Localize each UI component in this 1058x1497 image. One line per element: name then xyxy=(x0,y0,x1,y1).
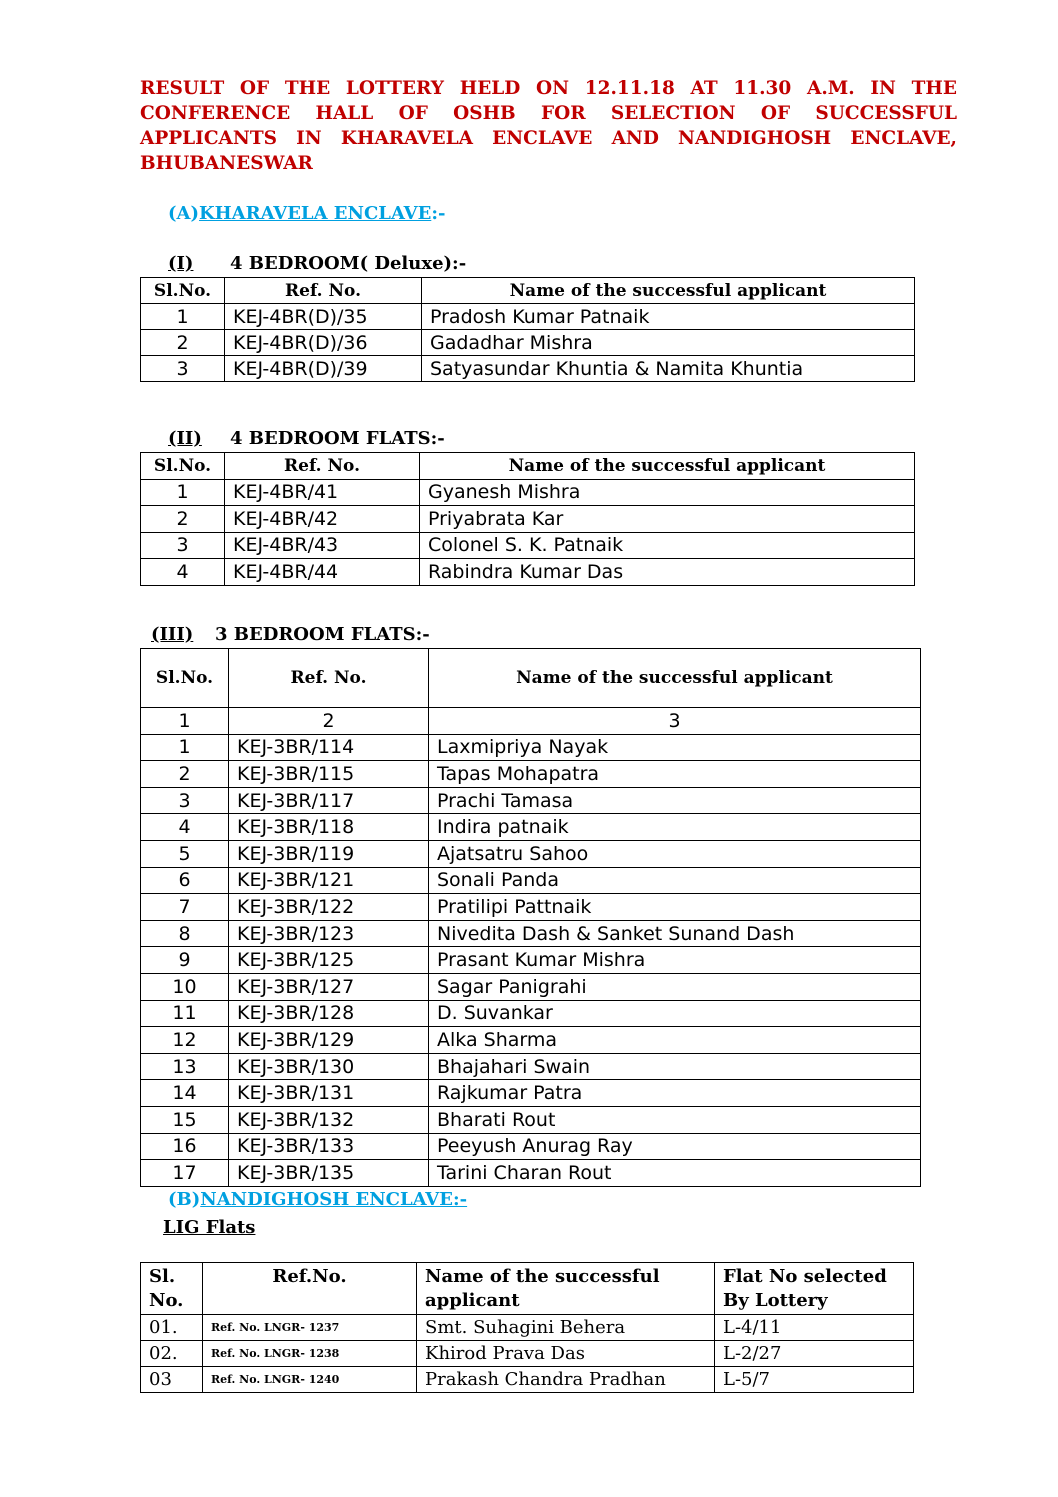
applicant-name-cell: Rabindra Kumar Das xyxy=(420,559,915,586)
table-row xyxy=(141,1080,921,1107)
sl-no-cell: 2 xyxy=(141,506,225,533)
ref-no-cell: KEJ-3BR/128 xyxy=(229,1000,429,1027)
ref-no-cell: KEJ-3BR/123 xyxy=(229,920,429,947)
sl-no-cell: 4 xyxy=(141,814,229,841)
ref-no-cell: KEJ-4BR(D)/39 xyxy=(225,356,422,382)
ref-no-header: Ref. No. xyxy=(229,649,429,708)
ref-no-cell: Ref. No. LNGR- 1238 xyxy=(203,1341,417,1367)
applicant-name-cell: Rajkumar Patra xyxy=(429,1080,921,1107)
table-4br-flats xyxy=(140,452,915,586)
ref-no-cell: KEJ-4BR(D)/36 xyxy=(225,330,422,356)
sl-no-cell: 2 xyxy=(141,330,225,356)
table-row xyxy=(141,1315,914,1341)
ref-no-cell: KEJ-3BR/127 xyxy=(229,973,429,1000)
table-row xyxy=(141,356,915,382)
sl-no-cell: 1 xyxy=(141,304,225,330)
applicant-name-header: Name of the successful applicant xyxy=(429,649,921,708)
table-row xyxy=(141,947,921,974)
flat-no-header: Flat No selected By Lottery xyxy=(715,1263,914,1315)
ref-no-header: Ref. No. xyxy=(225,453,420,480)
table-row xyxy=(141,1160,921,1187)
sl-no-cell: 3 xyxy=(141,356,225,382)
table-row xyxy=(141,787,921,814)
sl-no-cell: 6 xyxy=(141,867,229,894)
table-header-row xyxy=(141,649,921,708)
table-4br-deluxe xyxy=(140,277,915,382)
ref-no-cell: Ref. No. LNGR- 1240 xyxy=(203,1367,417,1393)
table-row xyxy=(141,479,915,506)
sl-no-header: Sl. No. xyxy=(141,1263,203,1315)
sl-no-header: Sl.No. xyxy=(141,649,229,708)
applicant-name-cell: Bharati Rout xyxy=(429,1106,921,1133)
sl-no-cell: 9 xyxy=(141,947,229,974)
sl-no-cell: 14 xyxy=(141,1080,229,1107)
table-row xyxy=(141,920,921,947)
ref-no-cell: KEJ-3BR/131 xyxy=(229,1080,429,1107)
applicant-name-header: Name of the successful applicant xyxy=(417,1263,715,1315)
applicant-name-cell: Alka Sharma xyxy=(429,1027,921,1054)
sl-no-cell: 10 xyxy=(141,973,229,1000)
applicant-name-cell: Prachi Tamasa xyxy=(429,787,921,814)
section-b-label: (B) xyxy=(168,1189,201,1210)
applicant-name-cell: Pradosh Kumar Patnaik xyxy=(422,304,915,330)
sl-no-cell: 02. xyxy=(141,1341,203,1367)
section-b-name: NANDIGHOSH ENCLAVE:- xyxy=(200,1189,468,1210)
sub-roman: (I) xyxy=(168,253,194,274)
ref-no-cell: KEJ-3BR/121 xyxy=(229,867,429,894)
ref-no-cell: KEJ-3BR/125 xyxy=(229,947,429,974)
table-row xyxy=(141,734,921,761)
sl-no-cell: 1 xyxy=(141,734,229,761)
table-row xyxy=(141,506,915,533)
applicant-name-cell: Gyanesh Mishra xyxy=(420,479,915,506)
document-title: RESULT OF THE LOTTERY HELD ON 12.11.18 AT 11.30 A.M. IN THE CONFERENCE HALL OF OSHB FOR SELECTION OF SUCCESSFUL APPLICANTS IN KHARAVELA ENCLAVE AND NANDIGHOSH ENCLAVE, BHUBANESWAR xyxy=(140,78,957,174)
lig-flats-heading: LIG Flats xyxy=(163,1217,256,1238)
table-header-row xyxy=(141,278,915,304)
sl-no-cell: 15 xyxy=(141,1106,229,1133)
applicant-name-cell: Smt. Suhagini Behera xyxy=(417,1315,715,1341)
applicant-name-cell: Satyasundar Khuntia & Namita Khuntia xyxy=(422,356,915,382)
table-row xyxy=(141,814,921,841)
ref-no-cell: KEJ-3BR/129 xyxy=(229,1027,429,1054)
column-index-cell: 1 xyxy=(141,708,229,735)
table-header-row xyxy=(141,453,915,480)
sl-no-cell: 03 xyxy=(141,1367,203,1393)
table-row xyxy=(141,1053,921,1080)
table-row xyxy=(141,1027,921,1054)
applicant-name-cell: Laxmipriya Nayak xyxy=(429,734,921,761)
sub-heading-4br-flats xyxy=(168,428,445,449)
sl-no-cell: 5 xyxy=(141,840,229,867)
ref-no-cell: KEJ-4BR/44 xyxy=(225,559,420,586)
table-lig-flats xyxy=(140,1262,914,1393)
applicant-name-cell: Indira patnaik xyxy=(429,814,921,841)
table-row xyxy=(141,894,921,921)
sl-no-cell: 4 xyxy=(141,559,225,586)
table-row xyxy=(141,330,915,356)
table-row xyxy=(141,1106,921,1133)
sl-no-cell: 17 xyxy=(141,1160,229,1187)
section-a-label: (A) xyxy=(168,203,199,224)
ref-no-cell: KEJ-4BR/41 xyxy=(225,479,420,506)
table-row xyxy=(141,532,915,559)
sl-no-header: Sl.No. xyxy=(141,278,225,304)
ref-no-cell: KEJ-3BR/117 xyxy=(229,787,429,814)
table-header-row xyxy=(141,1263,914,1315)
sub-heading-4br-deluxe xyxy=(168,253,466,274)
ref-no-cell: KEJ-3BR/119 xyxy=(229,840,429,867)
ref-no-cell: KEJ-4BR(D)/35 xyxy=(225,304,422,330)
applicant-name-cell: Khirod Prava Das xyxy=(417,1341,715,1367)
section-a-heading xyxy=(168,203,445,224)
ref-no-cell: KEJ-4BR/42 xyxy=(225,506,420,533)
table-3br-flats xyxy=(140,648,921,1187)
applicant-name-cell: Nivedita Dash & Sanket Sunand Dash xyxy=(429,920,921,947)
applicant-name-header: Name of the successful applicant xyxy=(420,453,915,480)
applicant-name-cell: Sagar Panigrahi xyxy=(429,973,921,1000)
sl-no-cell: 3 xyxy=(141,532,225,559)
sl-no-cell: 7 xyxy=(141,894,229,921)
table-row xyxy=(141,1367,914,1393)
sl-no-cell: 01. xyxy=(141,1315,203,1341)
applicant-name-cell: Bhajahari Swain xyxy=(429,1053,921,1080)
section-a-name: KHARAVELA ENCLAVE xyxy=(199,203,432,224)
ref-no-cell: KEJ-3BR/130 xyxy=(229,1053,429,1080)
applicant-name-cell: Ajatsatru Sahoo xyxy=(429,840,921,867)
table-row xyxy=(141,1000,921,1027)
applicant-name-cell: Gadadhar Mishra xyxy=(422,330,915,356)
ref-no-header: Ref.No. xyxy=(203,1263,417,1315)
ref-no-cell: KEJ-3BR/115 xyxy=(229,761,429,788)
ref-no-cell: KEJ-3BR/122 xyxy=(229,894,429,921)
sub-roman: (III) xyxy=(151,624,194,645)
section-a-suffix: :- xyxy=(431,203,446,224)
sl-no-cell: 13 xyxy=(141,1053,229,1080)
sub-title: 3 BEDROOM FLATS:- xyxy=(215,624,430,645)
ref-no-cell: Ref. No. LNGR- 1237 xyxy=(203,1315,417,1341)
applicant-name-cell: Tarini Charan Rout xyxy=(429,1160,921,1187)
table-row xyxy=(141,761,921,788)
sl-no-cell: 1 xyxy=(141,479,225,506)
applicant-name-header: Name of the successful applicant xyxy=(422,278,915,304)
sl-no-cell: 11 xyxy=(141,1000,229,1027)
table-index-row xyxy=(141,708,921,735)
sl-no-cell: 8 xyxy=(141,920,229,947)
table-row xyxy=(141,304,915,330)
ref-no-cell: KEJ-3BR/114 xyxy=(229,734,429,761)
applicant-name-cell: Tapas Mohapatra xyxy=(429,761,921,788)
applicant-name-cell: Pratilipi Pattnaik xyxy=(429,894,921,921)
sl-no-cell: 12 xyxy=(141,1027,229,1054)
sl-no-header: Sl.No. xyxy=(141,453,225,480)
table-row xyxy=(141,1341,914,1367)
sub-title: 4 BEDROOM( Deluxe):- xyxy=(230,253,467,274)
applicant-name-cell: Priyabrata Kar xyxy=(420,506,915,533)
column-index-cell: 3 xyxy=(429,708,921,735)
flat-no-cell: L-2/27 xyxy=(715,1341,914,1367)
applicant-name-cell: Prasant Kumar Mishra xyxy=(429,947,921,974)
table-row xyxy=(141,1133,921,1160)
applicant-name-cell: D. Suvankar xyxy=(429,1000,921,1027)
column-index-cell: 2 xyxy=(229,708,429,735)
sub-title: 4 BEDROOM FLATS:- xyxy=(230,428,445,449)
sub-heading-3br-flats xyxy=(151,624,430,645)
applicant-name-cell: Sonali Panda xyxy=(429,867,921,894)
sl-no-cell: 3 xyxy=(141,787,229,814)
ref-no-cell: KEJ-4BR/43 xyxy=(225,532,420,559)
table-row xyxy=(141,867,921,894)
sl-no-cell: 2 xyxy=(141,761,229,788)
ref-no-cell: KEJ-3BR/133 xyxy=(229,1133,429,1160)
table-row xyxy=(141,840,921,867)
ref-no-cell: KEJ-3BR/135 xyxy=(229,1160,429,1187)
table-row xyxy=(141,559,915,586)
ref-no-cell: KEJ-3BR/118 xyxy=(229,814,429,841)
flat-no-cell: L-4/11 xyxy=(715,1315,914,1341)
ref-no-cell: KEJ-3BR/132 xyxy=(229,1106,429,1133)
section-b-heading xyxy=(168,1189,467,1210)
applicant-name-cell: Prakash Chandra Pradhan xyxy=(417,1367,715,1393)
sl-no-cell: 16 xyxy=(141,1133,229,1160)
ref-no-header: Ref. No. xyxy=(225,278,422,304)
table-row xyxy=(141,973,921,1000)
applicant-name-cell: Colonel S. K. Patnaik xyxy=(420,532,915,559)
flat-no-cell: L-5/7 xyxy=(715,1367,914,1393)
applicant-name-cell: Peeyush Anurag Ray xyxy=(429,1133,921,1160)
sub-roman: (II) xyxy=(168,428,202,449)
